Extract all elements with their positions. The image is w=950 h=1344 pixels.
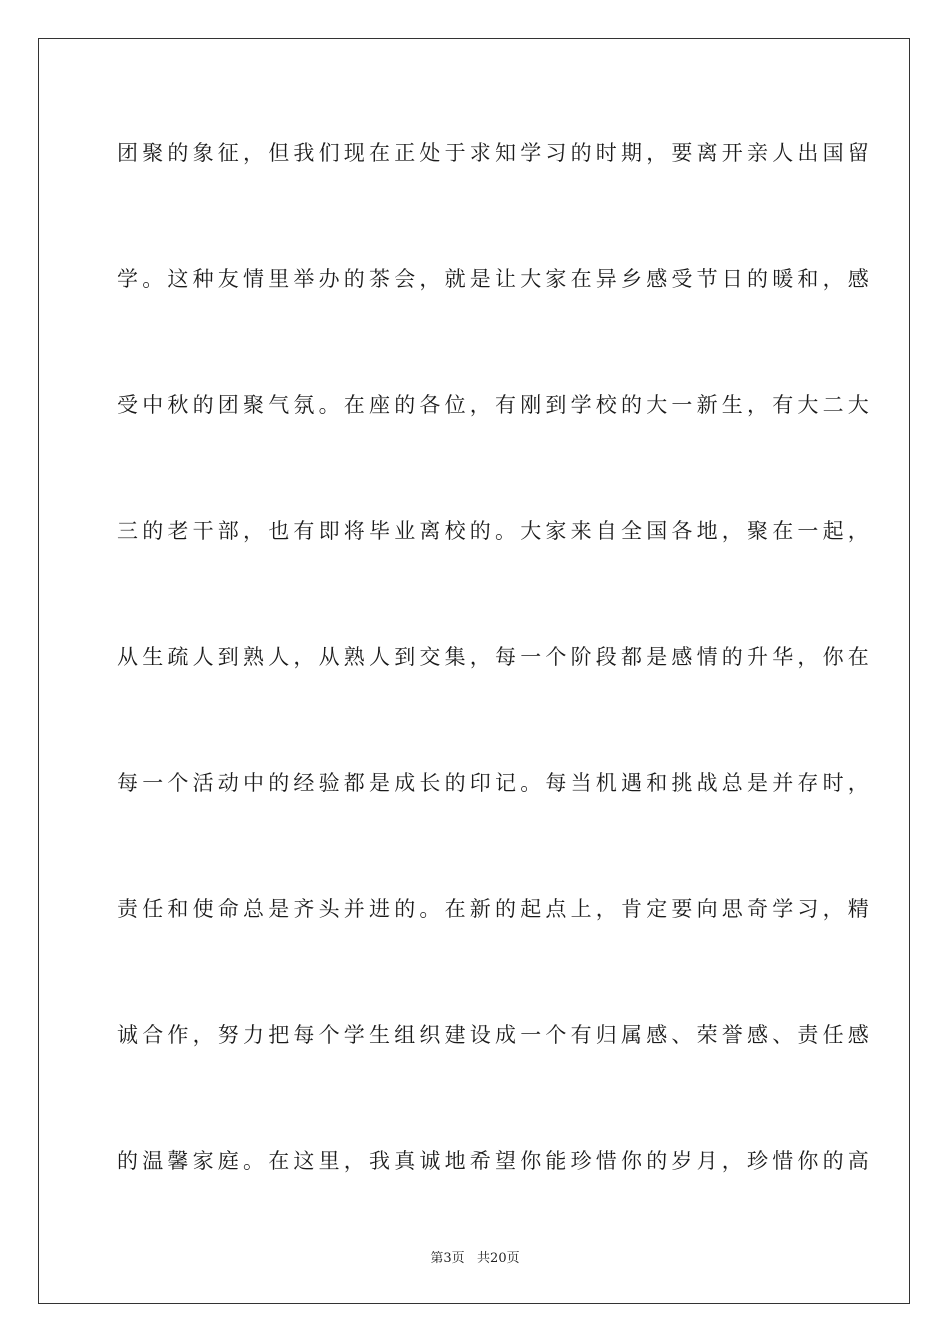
text-line: 责任和使命总是齐头并进的。在新的起点上，肯定要向思奇学习，精 [117, 897, 873, 921]
text-line: 学。这种友情里举办的茶会，就是让大家在异乡感受节日的暖和，感 [117, 267, 873, 291]
text-line: 受中秋的团聚气氛。在座的各位，有刚到学校的大一新生，有大二大 [117, 393, 873, 417]
text-line: 团聚的象征，但我们现在正处于求知学习的时期，要离开亲人出国留 [117, 141, 873, 165]
text-line: 每一个活动中的经验都是成长的印记。每当机遇和挑战总是并存时， [117, 771, 873, 795]
text-line: 三的老干部，也有即将毕业离校的。大家来自全国各地，聚在一起， [117, 519, 873, 543]
text-line: 诚合作，努力把每个学生组织建设成一个有归属感、荣誉感、责任感 [117, 1023, 873, 1047]
page-number-footer: 第3页 共20页 [430, 1251, 520, 1266]
text-line: 从生疏人到熟人，从熟人到交集，每一个阶段都是感情的升华，你在 [117, 645, 873, 669]
document-body [117, 125, 873, 1259]
text-line: 的温馨家庭。在这里，我真诚地希望你能珍惜你的岁月，珍惜你的高 [117, 1149, 873, 1173]
